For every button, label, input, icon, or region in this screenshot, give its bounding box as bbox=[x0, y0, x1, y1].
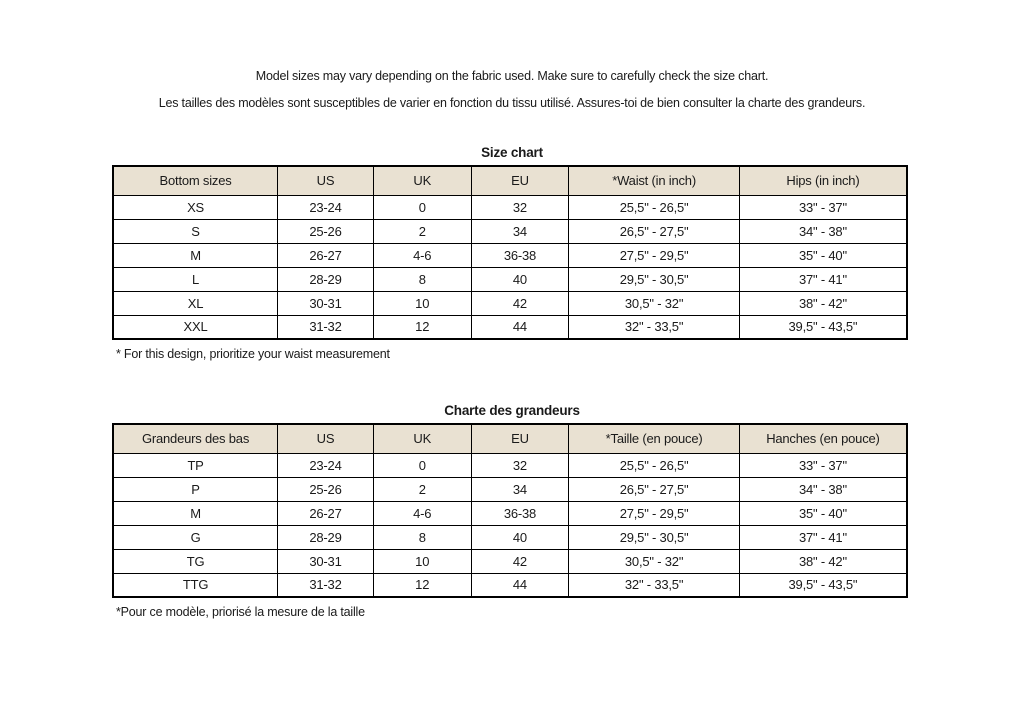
column-header: US bbox=[278, 424, 374, 453]
size-cell: 4-6 bbox=[373, 501, 471, 525]
size-cell: 2 bbox=[373, 219, 471, 243]
size-cell: TP bbox=[113, 453, 278, 477]
size-chart-title-en: Size chart bbox=[481, 145, 543, 160]
size-cell: 32 bbox=[471, 195, 569, 219]
size-cell: 40 bbox=[471, 267, 569, 291]
size-cell: 30,5" - 32" bbox=[569, 291, 740, 315]
size-cell: 33" - 37" bbox=[739, 195, 907, 219]
size-cell: 26,5" - 27,5" bbox=[569, 219, 740, 243]
size-cell: 38" - 42" bbox=[739, 291, 907, 315]
size-cell: 23-24 bbox=[278, 453, 374, 477]
size-cell: 32 bbox=[471, 453, 569, 477]
size-cell: 33" - 37" bbox=[739, 453, 907, 477]
size-row bbox=[113, 267, 907, 291]
size-cell: 31-32 bbox=[278, 315, 374, 339]
size-cell: 44 bbox=[471, 573, 569, 597]
size-cell: 28-29 bbox=[278, 525, 374, 549]
size-cell: XXL bbox=[113, 315, 278, 339]
column-header: Hips (in inch) bbox=[739, 166, 907, 195]
size-row bbox=[113, 291, 907, 315]
column-header: Grandeurs des bas bbox=[113, 424, 278, 453]
size-row bbox=[113, 315, 907, 339]
column-header: UK bbox=[373, 424, 471, 453]
header-row bbox=[113, 424, 907, 453]
size-cell: 38" - 42" bbox=[739, 549, 907, 573]
size-chart-title-fr: Charte des grandeurs bbox=[444, 403, 580, 418]
column-header: *Waist (in inch) bbox=[569, 166, 740, 195]
size-row bbox=[113, 549, 907, 573]
size-cell: M bbox=[113, 243, 278, 267]
size-cell: XL bbox=[113, 291, 278, 315]
size-cell: M bbox=[113, 501, 278, 525]
size-cell: 32" - 33,5" bbox=[569, 315, 740, 339]
size-row bbox=[113, 195, 907, 219]
size-row bbox=[113, 243, 907, 267]
size-cell: 25-26 bbox=[278, 219, 374, 243]
size-cell: 26,5" - 27,5" bbox=[569, 477, 740, 501]
size-cell: 30-31 bbox=[278, 549, 374, 573]
size-cell: TG bbox=[113, 549, 278, 573]
size-cell: 36-38 bbox=[471, 501, 569, 525]
size-cell: 29,5" - 30,5" bbox=[569, 525, 740, 549]
size-cell: 26-27 bbox=[278, 501, 374, 525]
size-cell: 30,5" - 32" bbox=[569, 549, 740, 573]
size-cell: 34 bbox=[471, 219, 569, 243]
size-row bbox=[113, 573, 907, 597]
intro-text-fr: Les tailles des modèles sont susceptibles de varier en fonction du tissu utilisé. Assures-toi de bien consulter la charte des grandeurs. bbox=[158, 96, 866, 110]
size-cell: 8 bbox=[373, 267, 471, 291]
size-cell: 10 bbox=[373, 291, 471, 315]
size-cell: 34" - 38" bbox=[739, 219, 907, 243]
size-cell: 26-27 bbox=[278, 243, 374, 267]
size-row bbox=[113, 453, 907, 477]
size-cell: TTG bbox=[113, 573, 278, 597]
size-chart-table-en bbox=[112, 165, 908, 340]
size-cell: 42 bbox=[471, 291, 569, 315]
size-cell: 39,5" - 43,5" bbox=[739, 573, 907, 597]
size-cell: 27,5" - 29,5" bbox=[569, 243, 740, 267]
intro-text-en: Model sizes may vary depending on the fabric used. Make sure to carefully check the size chart. bbox=[255, 69, 769, 83]
column-header: EU bbox=[471, 424, 569, 453]
size-chart-table-fr bbox=[112, 423, 908, 598]
size-cell: 40 bbox=[471, 525, 569, 549]
size-cell: 12 bbox=[373, 573, 471, 597]
size-cell: 25-26 bbox=[278, 477, 374, 501]
size-cell: 8 bbox=[373, 525, 471, 549]
size-cell: 42 bbox=[471, 549, 569, 573]
size-row bbox=[113, 477, 907, 501]
size-cell: P bbox=[113, 477, 278, 501]
size-cell: 44 bbox=[471, 315, 569, 339]
size-row bbox=[113, 219, 907, 243]
size-cell: 28-29 bbox=[278, 267, 374, 291]
size-cell: 34 bbox=[471, 477, 569, 501]
size-chart-section-fr bbox=[0, 403, 1024, 619]
size-cell: 39,5" - 43,5" bbox=[739, 315, 907, 339]
size-cell: 34" - 38" bbox=[739, 477, 907, 501]
size-cell: S bbox=[113, 219, 278, 243]
size-cell: 27,5" - 29,5" bbox=[569, 501, 740, 525]
size-cell: 12 bbox=[373, 315, 471, 339]
size-cell: 25,5" - 26,5" bbox=[569, 195, 740, 219]
header-row bbox=[113, 166, 907, 195]
size-chart-footnote-en: * For this design, prioritize your waist measurement bbox=[116, 347, 390, 361]
column-header: Hanches (en pouce) bbox=[739, 424, 907, 453]
column-header: US bbox=[278, 166, 374, 195]
size-chart-section-en bbox=[0, 145, 1024, 361]
size-cell: 30-31 bbox=[278, 291, 374, 315]
size-cell: L bbox=[113, 267, 278, 291]
column-header: Bottom sizes bbox=[113, 166, 278, 195]
size-cell: G bbox=[113, 525, 278, 549]
size-cell: 37" - 41" bbox=[739, 525, 907, 549]
size-cell: 0 bbox=[373, 195, 471, 219]
size-cell: 2 bbox=[373, 477, 471, 501]
size-row bbox=[113, 525, 907, 549]
size-cell: 23-24 bbox=[278, 195, 374, 219]
size-cell: 35" - 40" bbox=[739, 501, 907, 525]
size-cell: 29,5" - 30,5" bbox=[569, 267, 740, 291]
size-cell: 4-6 bbox=[373, 243, 471, 267]
size-cell: 36-38 bbox=[471, 243, 569, 267]
size-cell: 31-32 bbox=[278, 573, 374, 597]
size-cell: 10 bbox=[373, 549, 471, 573]
column-header: UK bbox=[373, 166, 471, 195]
size-cell: 25,5" - 26,5" bbox=[569, 453, 740, 477]
size-chart-footnote-fr: *Pour ce modèle, priorisé la mesure de la taille bbox=[116, 605, 365, 619]
size-row bbox=[113, 501, 907, 525]
size-cell: XS bbox=[113, 195, 278, 219]
size-cell: 32" - 33,5" bbox=[569, 573, 740, 597]
size-cell: 0 bbox=[373, 453, 471, 477]
column-header: *Taille (en pouce) bbox=[569, 424, 740, 453]
size-cell: 37" - 41" bbox=[739, 267, 907, 291]
column-header: EU bbox=[471, 166, 569, 195]
size-cell: 35" - 40" bbox=[739, 243, 907, 267]
